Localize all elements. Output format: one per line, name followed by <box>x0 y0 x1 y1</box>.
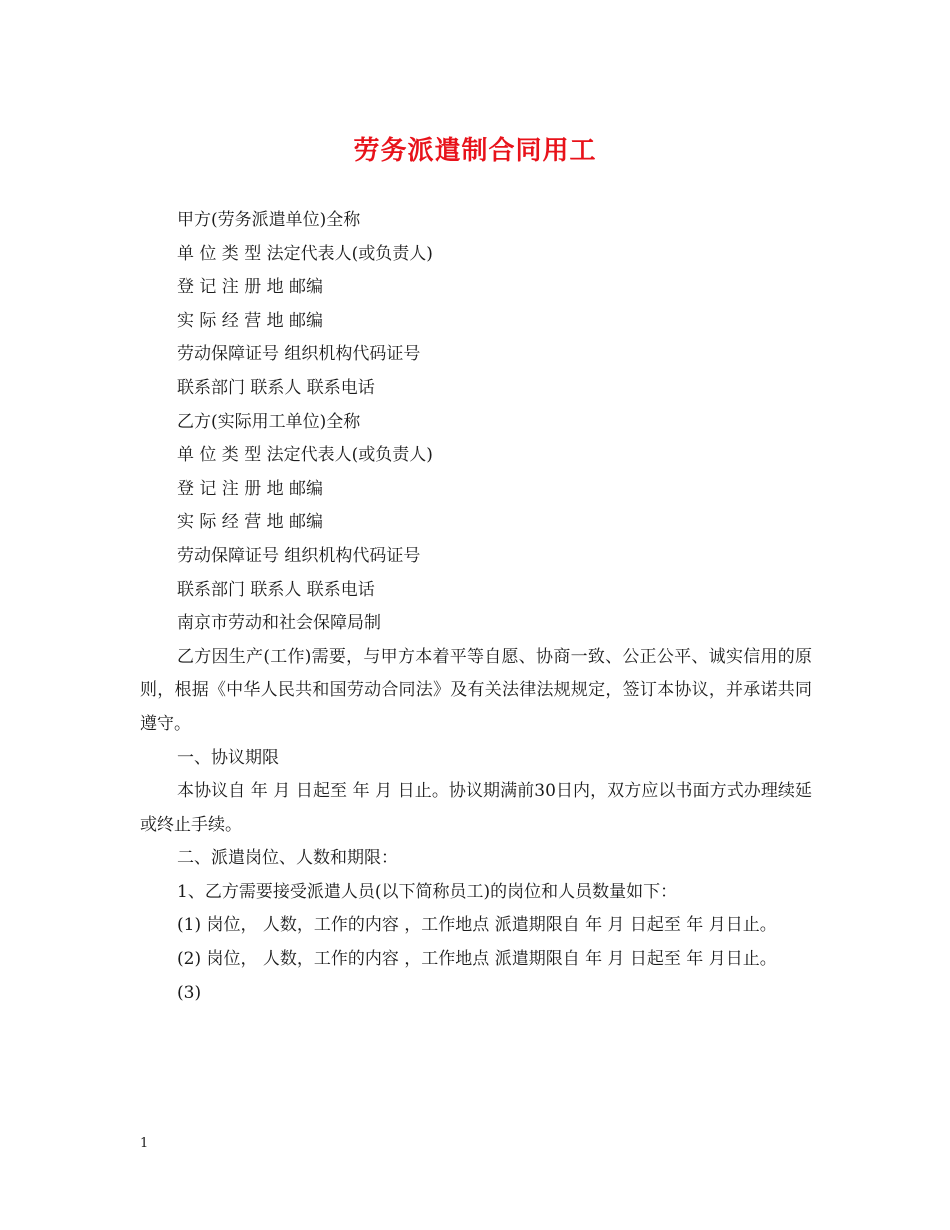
party-b-certificate-line: 劳动保障证号 组织机构代码证号 <box>177 545 421 566</box>
party-a-operating-address-line: 实 际 经 营 地 邮编 <box>177 310 324 331</box>
party-a-block <box>140 204 812 406</box>
party-b-contact-line: 联系部门 联系人 联系电话 <box>177 579 375 600</box>
party-a-name-line: 甲方(劳务派遣单位)全称 <box>177 210 361 230</box>
section-2-item-1: 1、乙方需要接受派遣人员(以下简称员工)的岗位和人员数量如下： <box>177 881 678 902</box>
party-b-operating-address-line: 实 际 经 营 地 邮编 <box>177 512 324 533</box>
party-a-certificate-line: 劳动保障证号 组织机构代码证号 <box>177 344 421 365</box>
document-title: 劳务派遣制合同用工 <box>353 136 597 166</box>
post-item-1: (1) 岗位， 人数，工作的内容 ，工作地点 派遣期限自 年 月 日起至 年 月日止。 <box>177 915 777 936</box>
section-1-body: 本协议自 年 月 日起至 年 月 日止。协议期满前30日内，双方应以书面方式办理续延或终止手续。 <box>140 781 812 835</box>
party-a-registered-address-line: 登 记 注 册 地 邮编 <box>177 277 324 298</box>
party-a-type-line: 单 位 类 型 法定代表人(或负责人) <box>177 243 433 264</box>
page-number: 1 <box>140 1136 149 1151</box>
party-b-name-line: 乙方(实际用工单位)全称 <box>177 411 361 432</box>
post-item-3: (3) <box>177 982 202 1003</box>
post-item-2: (2) 岗位， 人数，工作的内容 ，工作地点 派遣期限自 年 月 日起至 年 月日止。 <box>177 949 777 970</box>
section-1-heading: 一、协议期限 <box>177 747 279 768</box>
section-2-heading: 二、派遣岗位、人数和期限： <box>177 848 398 869</box>
party-b-registered-address-line: 登 记 注 册 地 邮编 <box>177 478 324 499</box>
party-b-block <box>140 406 812 608</box>
issuer-line: 南京市劳动和社会保障局制 <box>177 613 381 634</box>
party-a-contact-line: 联系部门 联系人 联系电话 <box>177 377 375 398</box>
document-body <box>140 204 812 1010</box>
preamble-paragraph: 乙方因生产(工作)需要，与甲方本着平等自愿、协商一致、公正公平、诚实信用的原则，根据《中华人民共和国劳动合同法》及有关法律法规规定，签订本协议，并承诺共同遵守。 <box>140 646 812 734</box>
party-b-type-line: 单 位 类 型 法定代表人(或负责人) <box>177 445 433 466</box>
